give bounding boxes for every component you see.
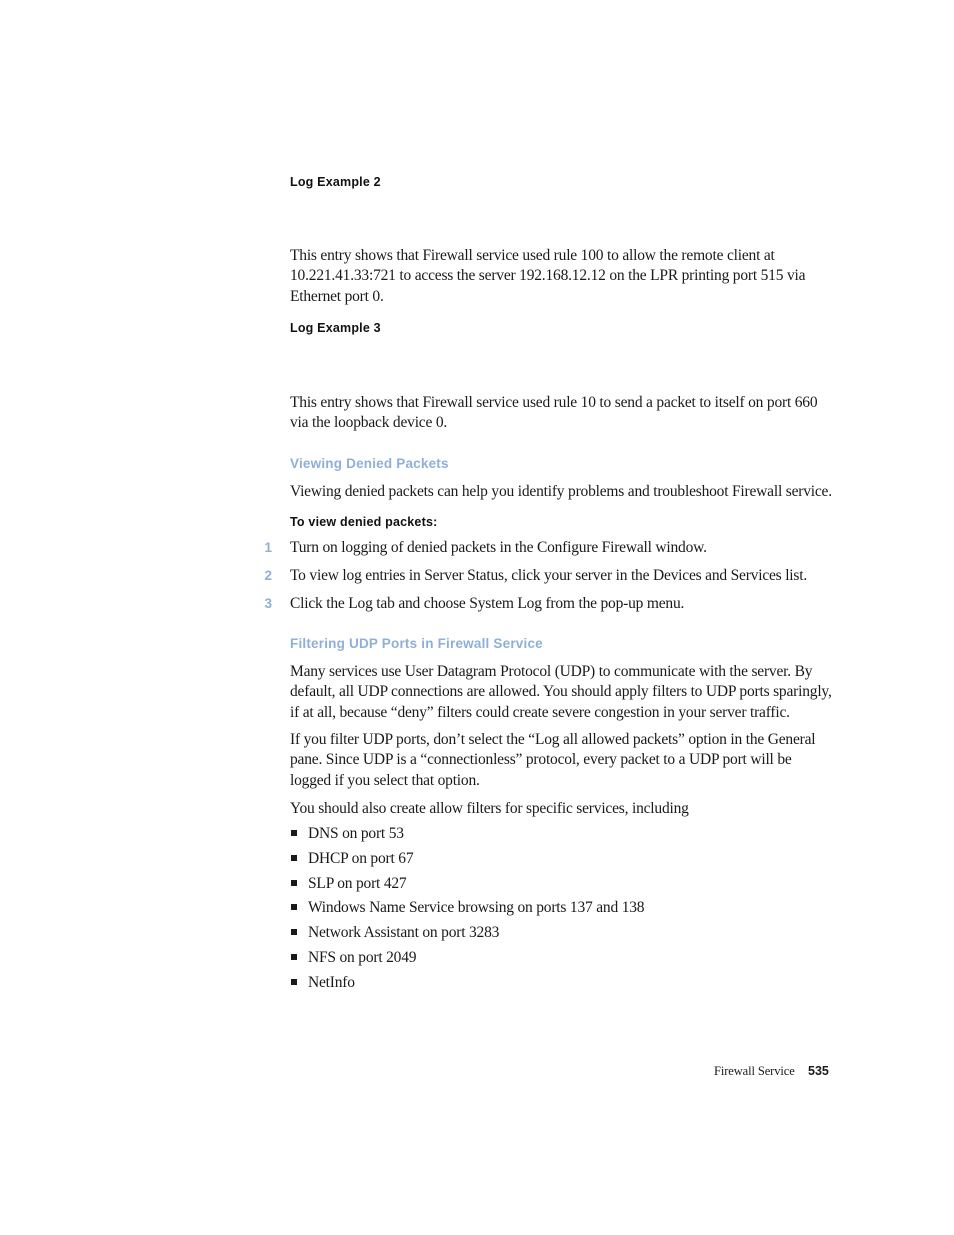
footer-chapter-label: Firewall Service bbox=[714, 1064, 795, 1078]
bullet-square-icon bbox=[291, 830, 297, 836]
log-example-3-text: This entry shows that Firewall service used rule 10 to send a packet to itself on port 660 via the loopback device 0. bbox=[290, 394, 818, 432]
page-number: 535 bbox=[808, 1064, 829, 1078]
step-text: Click the Log tab and choose System Log from the pop-up menu. bbox=[290, 595, 685, 612]
bullet-item: DHCP on port 67 bbox=[308, 850, 414, 867]
bullet-item: DNS on port 53 bbox=[308, 825, 404, 842]
viewing-denied-intro: Viewing denied packets can help you identify problems and troubleshoot Firewall service. bbox=[290, 483, 832, 500]
filtering-udp-para-1: Many services use User Datagram Protocol (UDP) to communicate with the server. By default, all UDP connections are allowed. You should apply filters to UDP ports sparingly, if at all, because “deny” filters could create severe congestion in your server traffic. bbox=[290, 663, 832, 721]
bullet-item: Windows Name Service browsing on ports 137 and 138 bbox=[308, 899, 645, 916]
log-example-3-heading: Log Example 3 bbox=[290, 321, 381, 335]
procedure-title: To view denied packets: bbox=[290, 515, 438, 529]
bullet-item: Network Assistant on port 3283 bbox=[308, 924, 500, 941]
bullet-square-icon bbox=[291, 904, 297, 910]
filtering-udp-para-2: If you filter UDP ports, don’t select the “Log all allowed packets” option in the General pane. Since UDP is a “connectionless” protocol, every packet to a UDP port will be logged if you select that option. bbox=[290, 731, 816, 789]
step-number: 2 bbox=[264, 568, 272, 583]
log-example-2-text: This entry shows that Firewall service used rule 100 to allow the remote client at 10.221.41.33:721 to access the server 192.168.12.12 on the LPR printing port 515 via Ethernet port 0. bbox=[290, 247, 806, 305]
bullet-square-icon bbox=[291, 979, 297, 985]
bullet-square-icon bbox=[291, 954, 297, 960]
step-number: 3 bbox=[264, 596, 272, 611]
step-text: Turn on logging of denied packets in the Configure Firewall window. bbox=[290, 539, 707, 556]
bullet-item: SLP on port 427 bbox=[308, 875, 407, 892]
step-text: To view log entries in Server Status, click your server in the Devices and Services list. bbox=[290, 567, 808, 584]
viewing-denied-packets-heading: Viewing Denied Packets bbox=[290, 456, 449, 471]
step-number: 1 bbox=[264, 540, 272, 555]
bullet-square-icon bbox=[291, 880, 297, 886]
filtering-udp-heading: Filtering UDP Ports in Firewall Service bbox=[290, 636, 543, 651]
filtering-udp-para-3: You should also create allow filters for specific services, including bbox=[290, 800, 689, 817]
log-example-2-heading: Log Example 2 bbox=[290, 175, 381, 189]
bullet-item: NetInfo bbox=[308, 974, 355, 991]
bullet-square-icon bbox=[291, 855, 297, 861]
bullet-square-icon bbox=[291, 929, 297, 935]
bullet-item: NFS on port 2049 bbox=[308, 949, 417, 966]
